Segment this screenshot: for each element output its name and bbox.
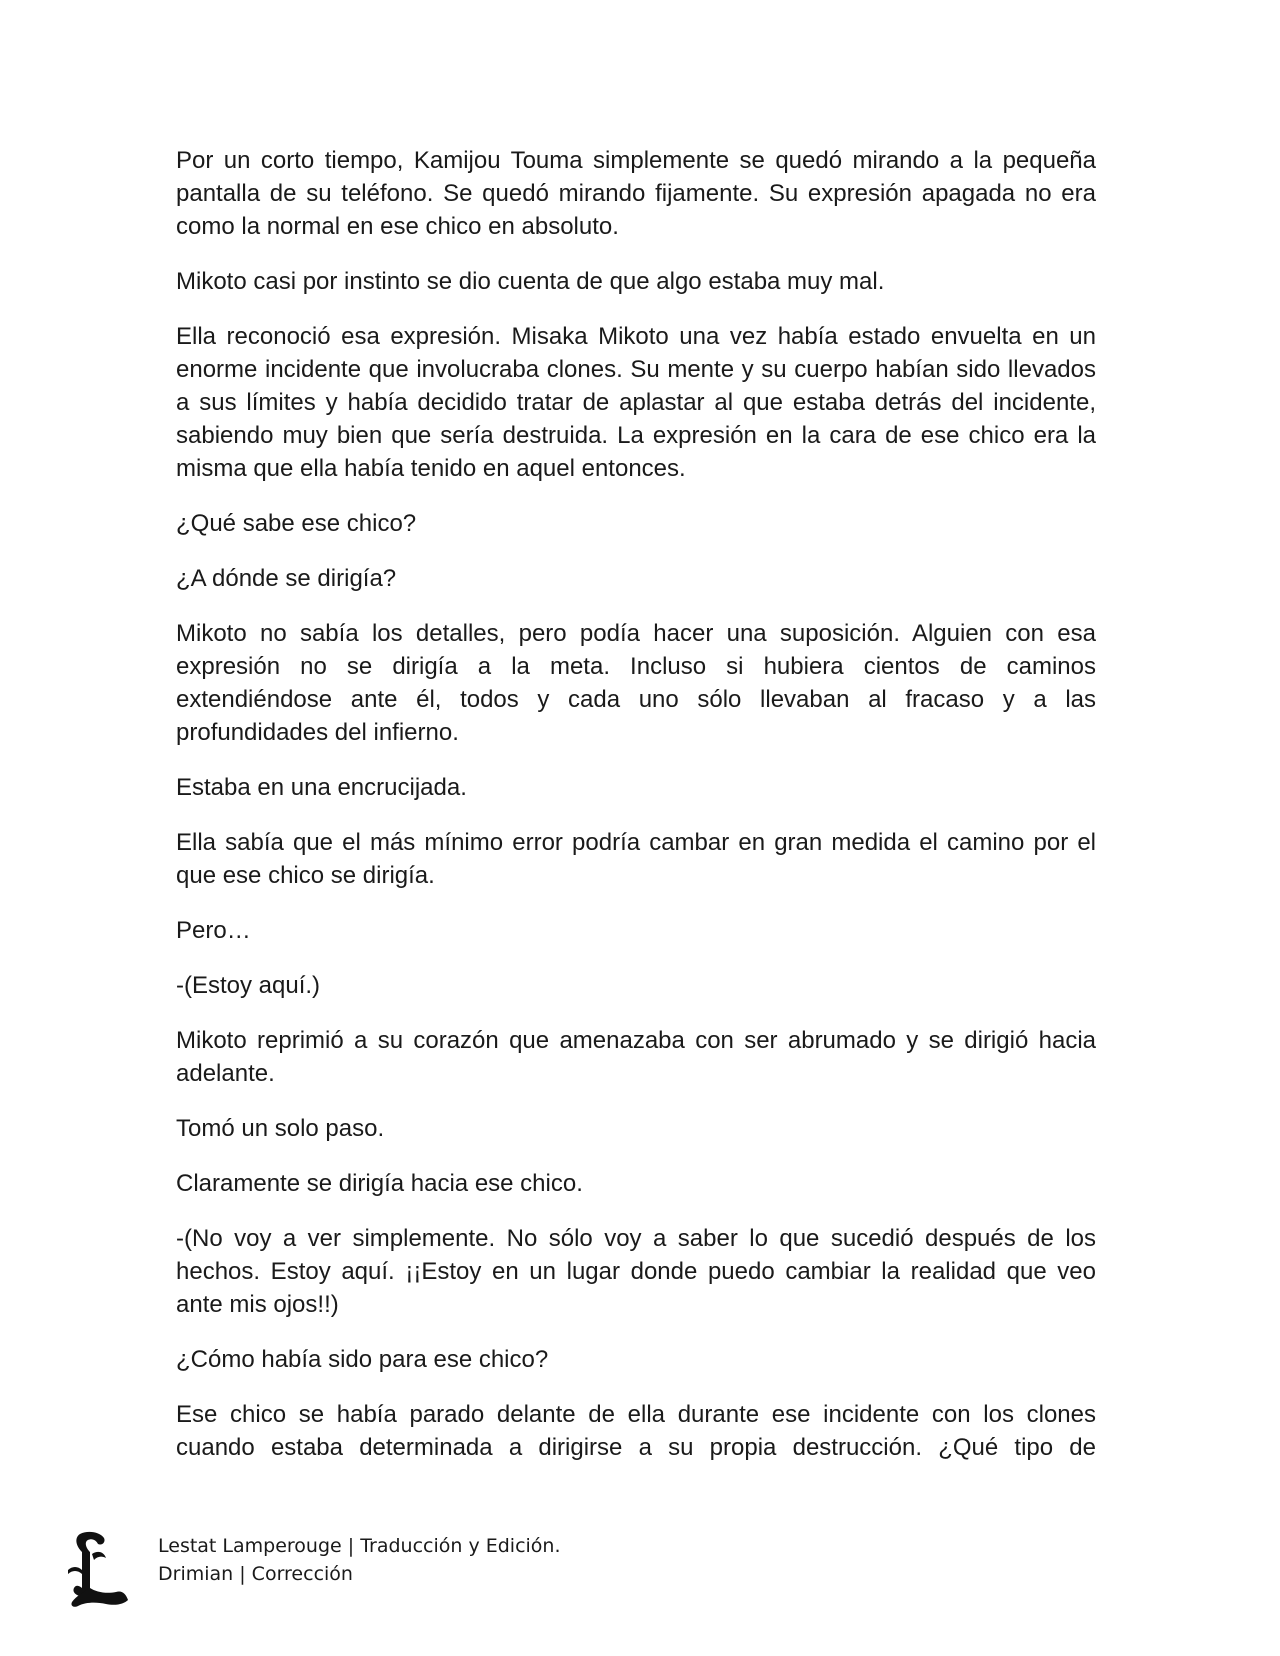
paragraph: Mikoto casi por instinto se dio cuenta de que algo estaba muy mal. — [176, 268, 885, 295]
paragraph: Ese chico se había parado delante de ella durante ese incidente con los clones cuando estaba determinada a dirigirse a su propia destrucción. ¿Qué tipo de — [176, 1401, 1096, 1461]
paragraph: -(No voy a ver simplemente. No sólo voy a saber lo que sucedió después de los hechos. Estoy aquí. ¡¡Estoy en un lugar donde puedo cambiar la realidad que veo ante mis ojos!!) — [176, 1225, 1096, 1318]
paragraph: ¿Cómo había sido para ese chico? — [176, 1346, 549, 1373]
paragraph: ¿A dónde se dirigía? — [176, 565, 397, 592]
paragraph: Pero… — [176, 917, 251, 944]
paragraph: Estaba en una encrucijada. — [176, 774, 467, 801]
paragraph: Claramente se dirigía hacia ese chico. — [176, 1170, 583, 1197]
paragraph: Mikoto no sabía los detalles, pero podía hacer una suposición. Alguien con esa expresión no se dirigía a la meta. Incluso si hubiera cientos de caminos extendiéndose ante él, todos y cada uno sólo llevaban al fracaso y a las profundidades del infierno. — [176, 620, 1096, 746]
translation-credit: Lestat Lamperouge | Traducción y Edición. — [158, 1535, 561, 1557]
paragraph: Tomó un solo paso. — [176, 1115, 385, 1142]
paragraph: Ella sabía que el más mínimo error podría cambar en gran medida el camino por el que ese chico se dirigía. — [176, 829, 1096, 889]
body-text — [176, 144, 1096, 1486]
paragraph: -(Estoy aquí.) — [176, 972, 321, 999]
paragraph: ¿Qué sabe ese chico? — [176, 510, 417, 537]
correction-credit: Drimian | Corrección — [158, 1563, 353, 1585]
page-footer — [66, 1530, 766, 1610]
paragraph: Ella reconoció esa expresión. Misaka Mikoto una vez había estado envuelta en un enorme incidente que involucraba clones. Su mente y su cuerpo habían sido llevados a sus límites y había decidido tratar de aplastar al que estaba detrás del incidente, sabiendo muy bien que sería destruida. La expresión en la cara de ese chico era la misma que ella había tenido en aquel entonces. — [176, 323, 1096, 482]
credits — [158, 1532, 561, 1588]
paragraph: Mikoto reprimió a su corazón que amenazaba con ser abrumado y se dirigió hacia adelante. — [176, 1027, 1096, 1087]
gothic-letter-L-logo-icon — [66, 1530, 132, 1608]
paragraph: Por un corto tiempo, Kamijou Touma simplemente se quedó mirando a la pequeña pantalla de su teléfono. Se quedó mirando fijamente. Su expresión apagada no era como la normal en ese chico en absoluto. — [176, 147, 1096, 240]
